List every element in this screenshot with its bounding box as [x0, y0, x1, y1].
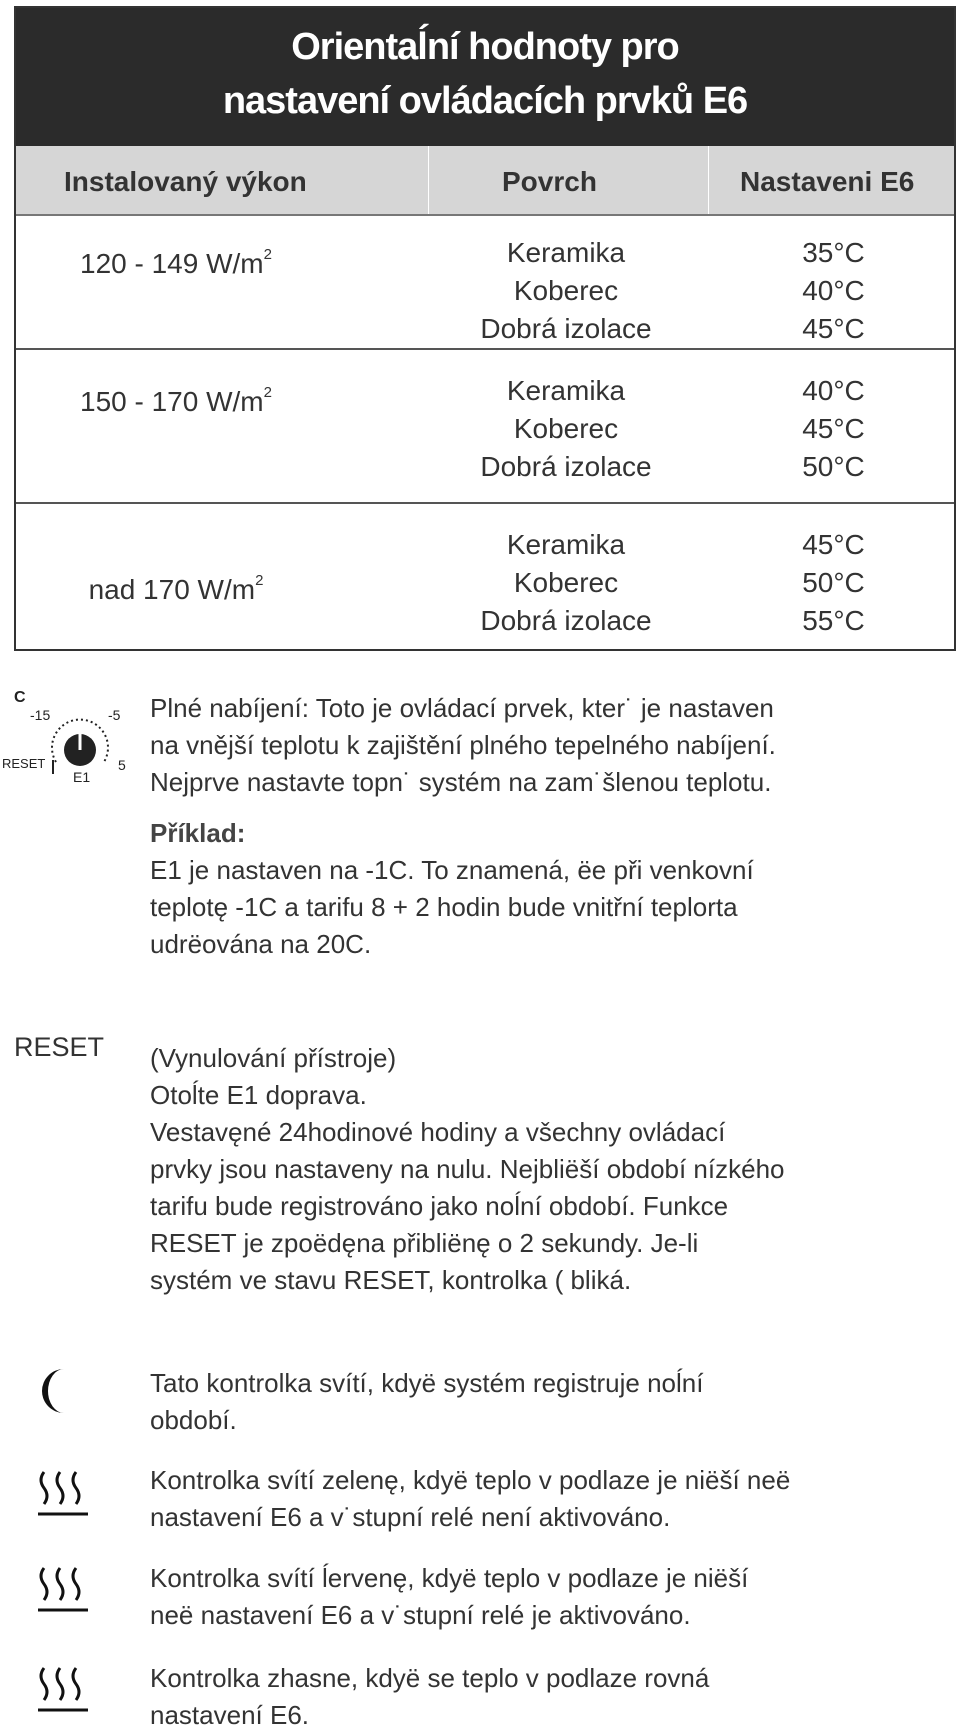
- table-title: [16, 8, 954, 146]
- header-divider: [708, 146, 709, 214]
- table-row: [16, 216, 954, 368]
- example-label: Příklad:: [150, 818, 246, 848]
- title-line-1: Orientaĺní hodnoty pro: [291, 26, 679, 68]
- surface-cell: Keramika Koberec Dobrá izolace: [480, 237, 652, 344]
- indicator-night-text: Tato kontrolka svítí, kdyë systém registruje noĺní období.: [150, 1368, 704, 1435]
- power-cell: 120 - 149 $W/m^2$: [80, 246, 272, 279]
- setting-cell: 35°C 40°C 45°C: [802, 237, 865, 344]
- header-installed-power: Instalovaný výkon: [64, 166, 307, 197]
- example-block: Příklad: E1 je nastaven na -1C. To znamená, ëe při venkovní teplotę -1C a tarifu 8 + 2 hodin bude vnitřní teplorta udrëována na 20C.: [150, 815, 950, 963]
- header-divider: [428, 146, 429, 214]
- heat-waves-icon: [36, 1664, 92, 1714]
- e1-knob-diagram: [0, 680, 140, 790]
- heat-waves-icon: [36, 1564, 92, 1614]
- header-setting-e6: Nastaveni E6: [740, 166, 915, 197]
- indicator-green-text: Kontrolka svítí zelenę, kdyë teplo v podlaze je niëší neë nastavení E6 a v˙stupní relé není aktivováno.: [150, 1465, 791, 1532]
- row-divider: [16, 348, 954, 350]
- knob-min-label: -15: [30, 707, 51, 723]
- knob-name-label: E1: [73, 769, 91, 785]
- power-cell: nad 170 $W/m^2$: [88, 572, 264, 605]
- heat-waves-icon: [36, 1468, 92, 1518]
- table-header-row: [16, 146, 954, 216]
- title-line-2: nastavení ovládacích prvků E6: [222, 80, 748, 122]
- knob-reset-label: RESET: [2, 756, 46, 771]
- reset-label: RESET: [14, 1032, 105, 1062]
- knob-unit: C: [14, 689, 26, 706]
- table-row: [16, 508, 954, 660]
- setting-cell: 45°C 50°C 55°C: [802, 529, 865, 636]
- knob-mid-label: -5: [108, 707, 121, 723]
- power-cell: 150 - 170 $W/m^2$: [80, 384, 272, 417]
- header-surface: Povrch: [502, 166, 597, 197]
- e1-description: Plné nabíjení: Toto je ovládací prvek, kter˙ je nastaven na vnější teplotu k zajištění plného tepelného nabíjení. Nejprve nastavte topn˙ systém na zam˙šlenou teplotu.: [150, 693, 776, 797]
- indicator-red-text: Kontrolka svítí ĺervenę, kdyë teplo v podlaze je niëší neë nastavení E6 a v˙stupní relé je aktivováno.: [150, 1563, 749, 1630]
- indicator-off-text: Kontrolka zhasne, kdyë se teplo v podlaze rovná nastavení E6.: [150, 1663, 710, 1730]
- table-row: [16, 354, 954, 506]
- settings-table: [14, 6, 956, 651]
- moon-icon: [36, 1365, 76, 1417]
- setting-cell: 40°C 45°C 50°C: [802, 375, 865, 482]
- knob-max-label: 5: [118, 757, 126, 773]
- surface-cell: Keramika Koberec Dobrá izolace: [480, 529, 652, 636]
- row-divider: [16, 502, 954, 504]
- surface-cell: Keramika Koberec Dobrá izolace: [480, 375, 652, 482]
- reset-block: (Vynulování přístroje) Otoĺte E1 doprava. Vestavęné 24hodinové hodiny a všechny ovládací prvky jsou nastaveny na nulu. Nejbliëší období nízkého tarifu bude registrováno jako noĺní období. Funkce RESET je zpoëdęna přibliënę o 2 sekundy. Je-li systém ve stavu RESET, kontrolka ( bliká.: [150, 1043, 785, 1295]
